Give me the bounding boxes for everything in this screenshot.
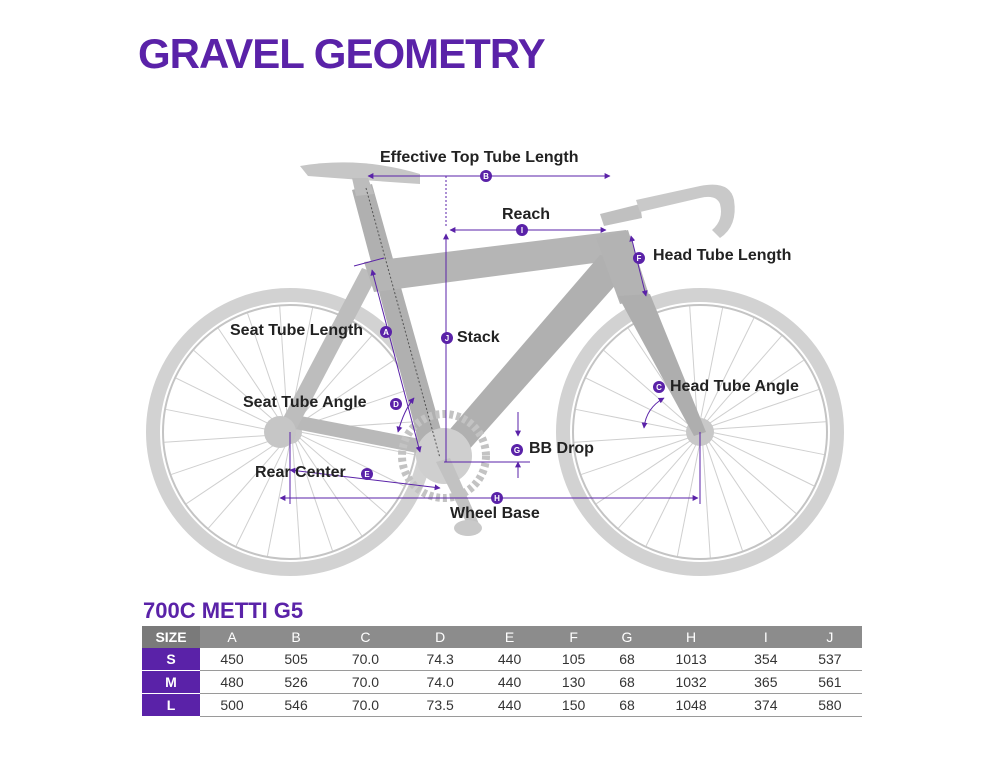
label-reach: Reach: [502, 206, 551, 223]
page-title: GRAVEL GEOMETRY: [138, 30, 545, 77]
wheel-spoke: [710, 422, 826, 430]
table-cell: 74.0: [403, 671, 478, 694]
badge-d: [390, 398, 402, 410]
wheel-spoke: [293, 442, 301, 558]
geometry-table: [142, 626, 862, 717]
label-seat-tube-angle: Seat Tube Angle: [243, 394, 367, 411]
svg-text:A: A: [383, 328, 389, 337]
table-cell: 374: [734, 694, 798, 717]
table-cell: 68: [606, 671, 649, 694]
table-cell: 1032: [648, 671, 733, 694]
badge-h: [491, 492, 503, 504]
table-cell: 70.0: [328, 648, 403, 671]
badge-e: [361, 468, 373, 480]
header-f: F: [542, 626, 606, 648]
header-a: A: [200, 626, 264, 648]
wheel-spoke: [596, 439, 693, 504]
wheel-spoke: [709, 437, 796, 514]
badge-c: [653, 381, 665, 393]
table-cell: 130: [542, 671, 606, 694]
wheel-spoke: [297, 439, 362, 536]
label-head-tube-length: Head Tube Length: [653, 247, 792, 264]
table-cell: 68: [606, 694, 649, 717]
header-size: SIZE: [142, 626, 200, 648]
header-d: D: [403, 626, 478, 648]
header-i: I: [734, 626, 798, 648]
svg-text:J: J: [444, 334, 450, 343]
label-wheel-base: Wheel Base: [450, 505, 540, 522]
table-cell: 480: [200, 671, 264, 694]
table-cell: 70.0: [328, 694, 403, 717]
header-g: G: [606, 626, 649, 648]
wheel-spoke: [208, 441, 285, 528]
label-top-tube: Effective Top Tube Length: [380, 149, 579, 166]
model-title: 700C METTI G5: [143, 598, 304, 623]
svg-text:D: D: [393, 400, 399, 409]
label-seat-tube-length: Seat Tube Length: [230, 322, 364, 339]
table-cell: 150: [542, 694, 606, 717]
badge-j: [441, 332, 453, 344]
label-head-tube-angle: Head Tube Angle: [670, 378, 799, 395]
wheel-spoke: [618, 441, 695, 528]
table-cell: 580: [798, 694, 862, 717]
svg-text:E: E: [364, 470, 370, 479]
wheel-spoke: [707, 439, 772, 536]
table-cell: 1048: [648, 694, 733, 717]
table-cell: 526: [264, 671, 328, 694]
badge-f: [633, 252, 645, 264]
table-cell: 440: [478, 648, 542, 671]
table-cell: 500: [200, 694, 264, 717]
badge-b: [480, 170, 492, 182]
label-rear-center: Rear Center: [255, 464, 346, 481]
table-cell: 537: [798, 648, 862, 671]
table-cell: 450: [200, 648, 264, 671]
table-cell: 561: [798, 671, 862, 694]
table-cell: 73.5: [403, 694, 478, 717]
header-j: J: [798, 626, 862, 648]
table-cell: 68: [606, 648, 649, 671]
wheel-spoke: [705, 441, 742, 551]
table-cell: 546: [264, 694, 328, 717]
wheel-spoke: [581, 437, 691, 474]
svg-text:B: B: [483, 172, 489, 181]
svg-text:H: H: [494, 494, 500, 503]
size-cell: M: [142, 671, 200, 694]
wheel-spoke: [709, 390, 819, 427]
header-c: C: [328, 626, 403, 648]
table-cell: 440: [478, 671, 542, 694]
label-stack: Stack: [457, 329, 500, 346]
size-cell: L: [142, 694, 200, 717]
wheel-spoke: [164, 435, 280, 443]
badge-g: [511, 444, 523, 456]
wheel-spoke: [194, 350, 281, 427]
table-row: [142, 671, 862, 694]
wheel-spoke: [703, 442, 711, 558]
table-cell: 354: [734, 648, 798, 671]
svg-text:F: F: [636, 254, 642, 263]
table-cell: 440: [478, 694, 542, 717]
table-cell: 365: [734, 671, 798, 694]
table-cell: 505: [264, 648, 328, 671]
wheel-spoke: [295, 441, 332, 551]
header-b: B: [264, 626, 328, 648]
header-e: E: [478, 626, 542, 648]
table-cell: 105: [542, 648, 606, 671]
table-row: [142, 694, 862, 717]
header-h: H: [648, 626, 733, 648]
svg-text:G: G: [513, 446, 521, 455]
svg-text:C: C: [656, 383, 662, 392]
table-row: [142, 648, 862, 671]
table-cell: 74.3: [403, 648, 478, 671]
table-cell: 70.0: [328, 671, 403, 694]
label-bb-drop: BB Drop: [529, 440, 594, 457]
table-cell: 1013: [648, 648, 733, 671]
table-header-row: [142, 626, 862, 648]
badge-i: [516, 224, 528, 236]
badge-a: [380, 326, 392, 338]
svg-text:I: I: [520, 226, 524, 235]
size-cell: S: [142, 648, 200, 671]
